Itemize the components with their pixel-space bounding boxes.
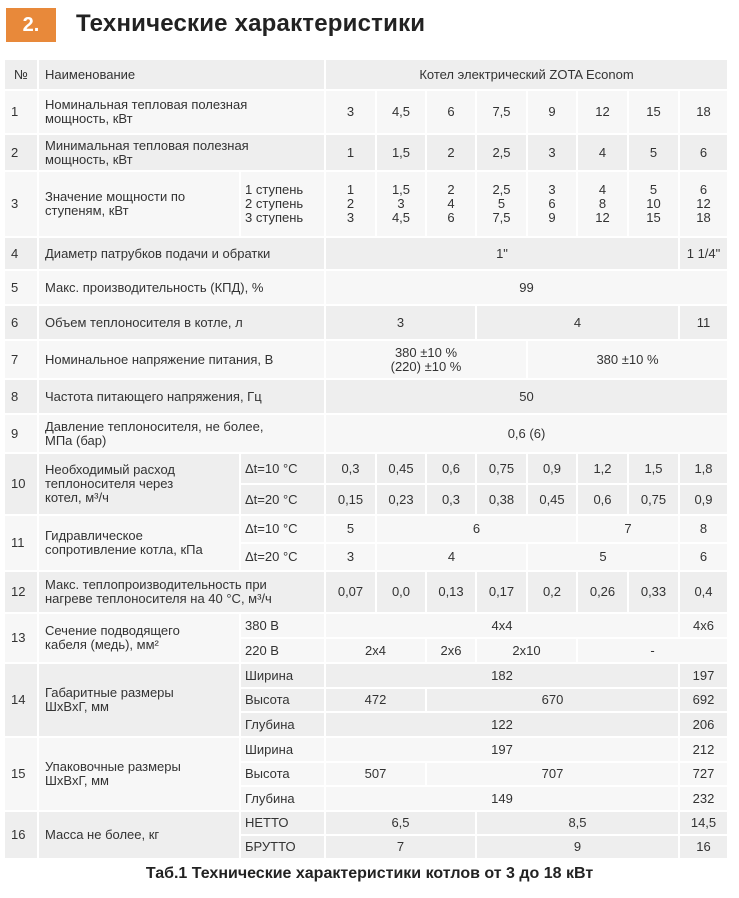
value-cell: 5 xyxy=(326,516,377,544)
row-number: 12 xyxy=(5,572,39,614)
value-cell: 2x10 xyxy=(477,639,578,664)
value-cell: 0,45 xyxy=(528,485,578,516)
value-cell: 7 xyxy=(326,836,477,860)
row-name: Макс. производительность (КПД), % xyxy=(39,271,326,306)
value-cell: 0,6 (6) xyxy=(326,415,729,454)
value-cell: 9 xyxy=(528,91,578,135)
value-cell: 182 xyxy=(326,664,680,689)
value-cell: 0,15 xyxy=(326,485,377,516)
value-cell: 2,5 xyxy=(477,135,528,172)
table-caption: Таб.1 Технические характеристики котлов от 3 до 18 кВт xyxy=(145,865,594,882)
value-cell: 1,5 xyxy=(629,454,680,485)
row-number: 14 xyxy=(5,664,39,738)
value-cell: 16 xyxy=(680,836,729,860)
value-cell: 50 xyxy=(326,380,729,415)
value-cell: 1,8 xyxy=(680,454,729,485)
row-number: 1 xyxy=(5,91,39,135)
value-cell: 0,9 xyxy=(680,485,729,516)
subrow-label: 220 В xyxy=(241,639,326,664)
row-name: Диаметр патрубков подачи и обратки xyxy=(39,238,326,271)
subrow-label: Δt=20 °C xyxy=(241,485,326,516)
value-cell: 7 xyxy=(578,516,680,544)
value-cell: 18 xyxy=(680,91,729,135)
value-cell: 4,5 xyxy=(377,91,427,135)
subrow-label: НЕТТО xyxy=(241,812,326,836)
subrow-label: БРУТТО xyxy=(241,836,326,860)
value-cell: 0,38 xyxy=(477,485,528,516)
value-cell: 12 xyxy=(578,91,629,135)
row-number: 2 xyxy=(5,135,39,172)
value-cell: 3 xyxy=(326,91,377,135)
value-cell: 0,6 xyxy=(427,454,477,485)
row-name: Габаритные размеры ШхВхГ, мм xyxy=(39,664,241,738)
value-cell: 0,3 xyxy=(326,454,377,485)
value-cell: 8 xyxy=(680,516,729,544)
row-name: Номинальная тепловая полезная мощность, кВт xyxy=(39,91,326,135)
value-cell: 380 ±10 % (220) ±10 % xyxy=(326,341,528,380)
row-name: Макс. теплопроизводительность при нагреве теплоносителя на 40 °C, м³/ч xyxy=(39,572,326,614)
value-cell: 3 xyxy=(326,544,377,572)
value-cell: 6 12 18 xyxy=(680,172,729,238)
value-cell: 0,13 xyxy=(427,572,477,614)
spec-table xyxy=(5,60,729,860)
row-number: 9 xyxy=(5,415,39,454)
value-cell: 6 xyxy=(427,91,477,135)
subrow-label: 380 В xyxy=(241,614,326,639)
value-cell: 4 8 12 xyxy=(578,172,629,238)
value-cell: 2 4 6 xyxy=(427,172,477,238)
value-cell: 1,5 xyxy=(377,135,427,172)
row-number: 7 xyxy=(5,341,39,380)
value-cell: 0,75 xyxy=(477,454,528,485)
value-cell: 6 xyxy=(377,516,578,544)
value-cell: 507 xyxy=(326,763,427,787)
value-cell: 380 ±10 % xyxy=(528,341,729,380)
value-cell: 0,3 xyxy=(427,485,477,516)
subrow-label: Глубина xyxy=(241,787,326,812)
value-cell: 0,6 xyxy=(578,485,629,516)
value-cell: - xyxy=(578,639,729,664)
value-cell: 472 xyxy=(326,689,427,713)
value-cell: 670 xyxy=(427,689,680,713)
subrow-label: Высота xyxy=(241,763,326,787)
row-name: Необходимый расход теплоносителя через котел, м³/ч xyxy=(39,454,241,516)
value-cell: 3 xyxy=(326,306,477,341)
value-cell: 7,5 xyxy=(477,91,528,135)
value-cell: 4 xyxy=(578,135,629,172)
value-cell: 14,5 xyxy=(680,812,729,836)
subrow-label: Ширина xyxy=(241,738,326,763)
value-cell: 1,2 xyxy=(578,454,629,485)
header-name: Наименование xyxy=(39,60,326,91)
value-cell: 0,2 xyxy=(528,572,578,614)
row-number: 5 xyxy=(5,271,39,306)
value-cell: 1,5 3 4,5 xyxy=(377,172,427,238)
row-number: 16 xyxy=(5,812,39,860)
header-num: № xyxy=(5,60,39,91)
subrow-label: Δt=20 °C xyxy=(241,544,326,572)
row-name: Упаковочные размеры ШхВхГ, мм xyxy=(39,738,241,812)
value-cell: 0,17 xyxy=(477,572,528,614)
row-name: Гидравлическое сопротивление котла, кПа xyxy=(39,516,241,572)
value-cell: 9 xyxy=(477,836,680,860)
value-cell: 2x6 xyxy=(427,639,477,664)
row-number: 13 xyxy=(5,614,39,664)
value-cell: 1" xyxy=(326,238,680,271)
value-cell: 6,5 xyxy=(326,812,477,836)
subrow-label: Ширина xyxy=(241,664,326,689)
row-name: Сечение подводящего кабеля (медь), мм² xyxy=(39,614,241,664)
row-number: 15 xyxy=(5,738,39,812)
value-cell: 692 xyxy=(680,689,729,713)
value-cell: 99 xyxy=(326,271,729,306)
value-cell: 0,26 xyxy=(578,572,629,614)
row-number: 4 xyxy=(5,238,39,271)
value-cell: 727 xyxy=(680,763,729,787)
value-cell: 0,45 xyxy=(377,454,427,485)
row-number: 11 xyxy=(5,516,39,572)
value-cell: 5 10 15 xyxy=(629,172,680,238)
row-name: Минимальная тепловая полезная мощность, кВт xyxy=(39,135,326,172)
section-header xyxy=(0,0,739,50)
value-cell: 2,5 5 7,5 xyxy=(477,172,528,238)
value-cell: 1 1/4" xyxy=(680,238,729,271)
value-cell: 4x4 xyxy=(326,614,680,639)
row-name: Давление теплоносителя, не более, МПа (бар) xyxy=(39,415,326,454)
subrow-label: Δt=10 °C xyxy=(241,454,326,485)
row-name: Частота питающего напряжения, Гц xyxy=(39,380,326,415)
value-cell: 0,75 xyxy=(629,485,680,516)
subrow-label: Глубина xyxy=(241,713,326,738)
value-cell: 6 xyxy=(680,544,729,572)
value-cell: 1 2 3 xyxy=(326,172,377,238)
row-name: Значение мощности по ступеням, кВт xyxy=(39,172,241,238)
value-cell: 0,33 xyxy=(629,572,680,614)
row-name: Объем теплоносителя в котле, л xyxy=(39,306,326,341)
value-cell: 0,4 xyxy=(680,572,729,614)
row-number: 8 xyxy=(5,380,39,415)
value-cell: 0,9 xyxy=(528,454,578,485)
value-cell: 707 xyxy=(427,763,680,787)
value-cell: 15 xyxy=(629,91,680,135)
value-cell: 197 xyxy=(326,738,680,763)
value-cell: 1 xyxy=(326,135,377,172)
subrow-label: Высота xyxy=(241,689,326,713)
value-cell: 206 xyxy=(680,713,729,738)
row-number: 3 xyxy=(5,172,39,238)
row-number: 6 xyxy=(5,306,39,341)
value-cell: 0,07 xyxy=(326,572,377,614)
value-cell: 8,5 xyxy=(477,812,680,836)
section-number-badge: 2. xyxy=(6,8,56,42)
value-cell: 4x6 xyxy=(680,614,729,639)
value-cell: 3 xyxy=(528,135,578,172)
value-cell: 4 xyxy=(477,306,680,341)
section-title: Технические характеристики xyxy=(76,10,426,37)
subrow-label: Δt=10 °C xyxy=(241,516,326,544)
value-cell: 149 xyxy=(326,787,680,812)
value-cell: 5 xyxy=(528,544,680,572)
value-cell: 197 xyxy=(680,664,729,689)
value-cell: 122 xyxy=(326,713,680,738)
value-cell: 11 xyxy=(680,306,729,341)
value-cell: 6 xyxy=(680,135,729,172)
row-name: Номинальное напряжение питания, В xyxy=(39,341,326,380)
value-cell: 0,23 xyxy=(377,485,427,516)
value-cell: 0,0 xyxy=(377,572,427,614)
value-cell: 4 xyxy=(377,544,528,572)
row-number: 10 xyxy=(5,454,39,516)
value-cell: 232 xyxy=(680,787,729,812)
value-cell: 212 xyxy=(680,738,729,763)
value-cell: 2 xyxy=(427,135,477,172)
row-sublabel: 1 ступень 2 ступень 3 ступень xyxy=(241,172,326,238)
row-name: Масса не более, кг xyxy=(39,812,241,860)
header-model: Котел электрический ZOTA Econom xyxy=(326,60,729,91)
value-cell: 5 xyxy=(629,135,680,172)
value-cell: 2x4 xyxy=(326,639,427,664)
value-cell: 3 6 9 xyxy=(528,172,578,238)
